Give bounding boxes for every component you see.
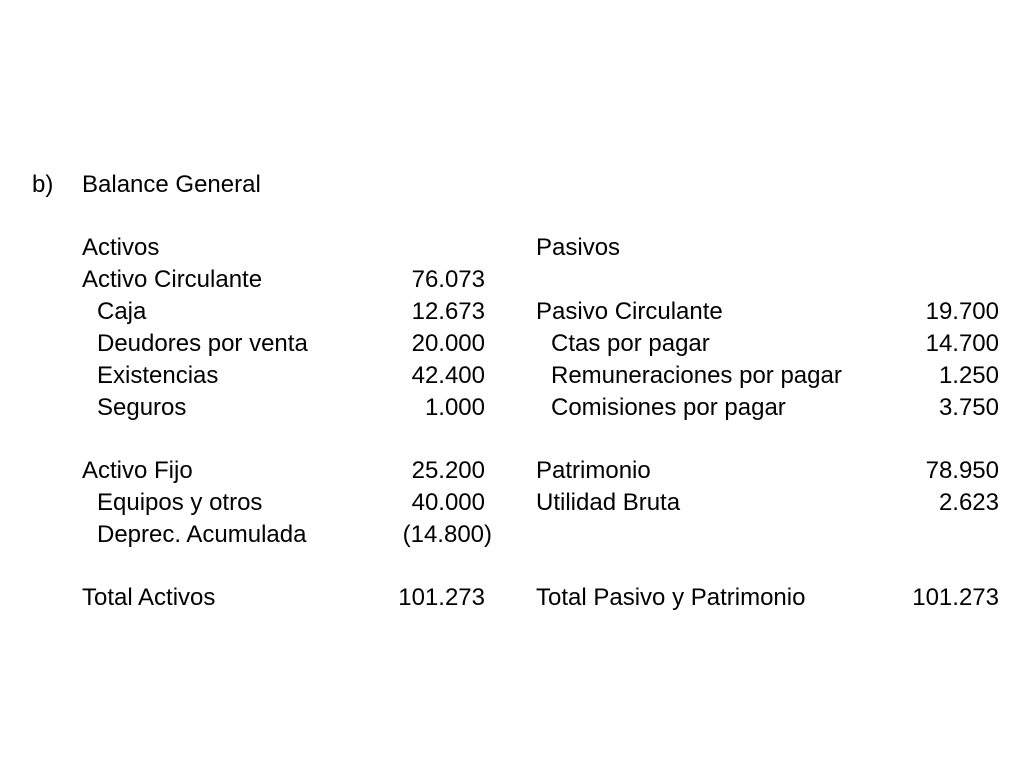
seguros-label: Seguros <box>97 394 187 421</box>
total-pasivo-label: Total Pasivo y Patrimonio <box>536 584 806 611</box>
seguros-value: 1.000 <box>424 394 485 421</box>
pasivo-circulante-label: Pasivo Circulante <box>536 298 723 325</box>
deudores-label: Deudores por venta <box>97 330 308 357</box>
existencias-label: Existencias <box>97 362 219 389</box>
comisiones-label: Comisiones por pagar <box>551 394 786 421</box>
comisiones-value: 3.750 <box>938 394 999 421</box>
document-title: Balance General <box>82 171 261 198</box>
total-activos-label: Total Activos <box>82 584 216 611</box>
activo-fijo-label: Activo Fijo <box>82 457 193 484</box>
activo-circulante-value: 76.073 <box>411 266 485 293</box>
utilidad-bruta-value: 2.623 <box>938 489 999 516</box>
remuneraciones-label: Remuneraciones por pagar <box>551 362 842 389</box>
remuneraciones-value: 1.250 <box>938 362 999 389</box>
utilidad-bruta-label: Utilidad Bruta <box>536 489 681 516</box>
ctas-por-pagar-value: 14.700 <box>925 330 999 357</box>
patrimonio-value: 78.950 <box>925 457 999 484</box>
total-activos-value: 101.273 <box>398 584 485 611</box>
depreciacion-label: Deprec. Acumulada <box>97 521 307 548</box>
equipos-value: 40.000 <box>411 489 485 516</box>
pasivo-circulante-value: 19.700 <box>925 298 999 325</box>
deudores-value: 20.000 <box>411 330 485 357</box>
pasivos-header: Pasivos <box>536 234 621 261</box>
caja-value: 12.673 <box>411 298 485 325</box>
total-pasivo-value: 101.273 <box>912 584 999 611</box>
patrimonio-label: Patrimonio <box>536 457 651 484</box>
existencias-value: 42.400 <box>411 362 485 389</box>
depreciacion-value: (14.800) <box>402 521 492 548</box>
equipos-label: Equipos y otros <box>97 489 263 516</box>
activos-header: Activos <box>82 234 160 261</box>
ctas-por-pagar-label: Ctas por pagar <box>551 330 710 357</box>
section-marker: b) <box>32 171 54 198</box>
activo-circulante-label: Activo Circulante <box>82 266 263 293</box>
activo-fijo-value: 25.200 <box>411 457 485 484</box>
caja-label: Caja <box>97 298 147 325</box>
